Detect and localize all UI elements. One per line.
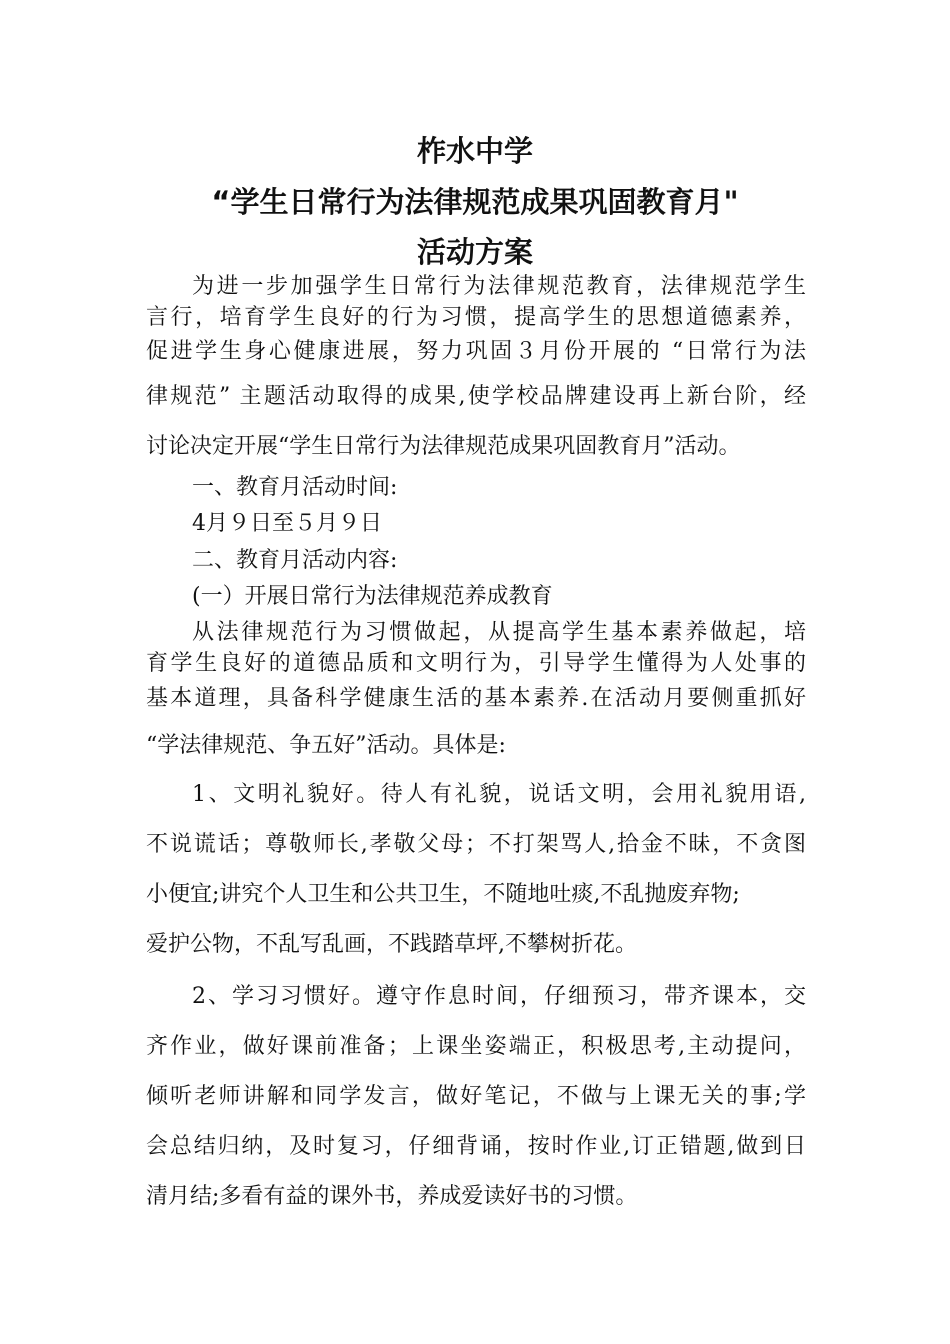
paragraph-line: 基本道理，具备科学健康生活的基本素养.在活动月要侧重抓好 — [146, 686, 806, 711]
list-item-line: 会总结归纳，及时复习，仔细背诵，按时作业,订正错题,做到日 — [146, 1134, 806, 1159]
paragraph-line: 促进学生身心健康进展，努力巩固３月份开展的 “日常行为法 — [146, 339, 806, 364]
list-item-line: 1、文明礼貌好。待人有礼貌，说话文明，会用礼貌用语, — [192, 782, 806, 807]
paragraph-line: “学法律规范、争五好”活动。具体是: — [146, 733, 506, 758]
activity-date: 4月９日至５月９日 — [192, 511, 382, 536]
list-item-line: 倾听老师讲解和同学发言，做好笔记，不做与上课无关的事;学 — [146, 1084, 806, 1109]
list-item-line: 清月结;多看有益的课外书，养成爱读好书的习惯。 — [146, 1184, 638, 1209]
paragraph-line: 言行，培育学生良好的行为习惯，提高学生的思想道德素养， — [146, 305, 806, 330]
list-item-line: 2、学习习惯好。遵守作息时间，仔细预习，带齐课本，交 — [192, 984, 806, 1009]
list-item-line: 爱护公物，不乱写乱画，不践踏草坪,不攀树折花。 — [146, 932, 637, 957]
list-item-line: 小便宜;讲究个人卫生和公共卫生，不随地吐痰,不乱抛废弃物; — [146, 882, 740, 907]
list-item-line: 齐作业，做好课前准备；上课坐姿端正，积极思考,主动提问， — [146, 1034, 806, 1059]
activity-title: “学生日常行为法律规范成果巩固教育月" — [211, 185, 739, 219]
paragraph-line: 育学生良好的道德品质和文明行为，引导学生懂得为人处事的 — [146, 651, 806, 676]
paragraph-line: 从法律规范行为习惯做起，从提高学生基本素养做起，培 — [192, 620, 806, 645]
section-heading: 二、教育月活动内容: — [192, 548, 398, 573]
list-item-line: 不说谎话；尊敬师长,孝敬父母；不打架骂人,拾金不昧，不贪图 — [146, 832, 806, 857]
school-title: 柞水中学 — [416, 134, 533, 168]
plan-title: 活动方案 — [416, 235, 533, 269]
section-heading: 一、教育月活动时间: — [192, 475, 398, 500]
paragraph-line: 为进一步加强学生日常行为法律规范教育，法律规范学生 — [192, 274, 806, 299]
paragraph-line: 讨论决定开展“学生日常行为法律规范成果巩固教育月”活动。 — [146, 434, 741, 459]
paragraph-line: 律规范” 主题活动取得的成果,使学校品牌建设再上新台阶，经 — [146, 384, 806, 409]
subsection-heading: (一）开展日常行为法律规范养成教育 — [192, 584, 553, 609]
